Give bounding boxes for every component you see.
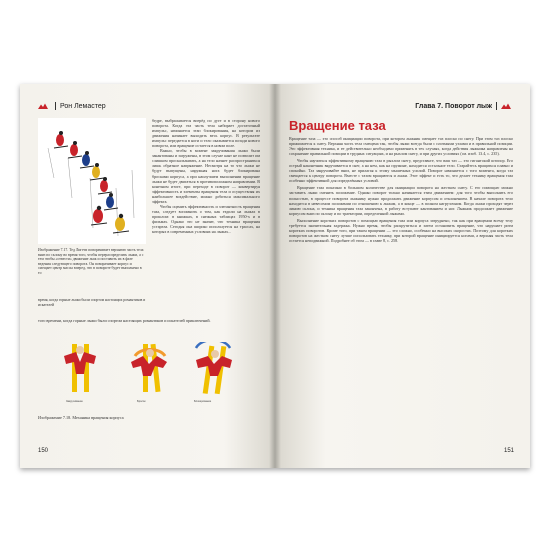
section-title: Вращение таза <box>289 118 386 133</box>
left-running-head <box>38 102 106 110</box>
right-body-paragraph: Вращение таза показано в большом количестве для инициации поворота на жестком снегу. С его помощью можно заставить лыжи сменить положение. Однако поворот только начинается этим движением: для того чтобы выполнить его полностью, в процессе поворота лыжнику нужно продолжать движение корпусом и отклонением. В начале поворота тело находится в невесомом положении по отношению к лыжам, а в конце — в полном нагрузочном. Когда лыжи проходят через линию склона, и техника вращения таза закончена, в работу вступают кантованием и ног. Лыжник продолжает движение корпусом вниз по склону и по траектории, определенной лыжами. <box>289 185 513 216</box>
right-body-paragraph: Вращение таза — это способ инициации поворота, при котором лыжник смещает таз плоско по снегу. При этом таз плоско прижимается к снегу. Верхняя часть тела смещена так, чтобы лыжи всегда были с плотными узлами и в правильной позиции. Это эффективная техника, и ее действительно необходимо применять в тех случаях, когда действия лыжника направлены на сохранение правильной позиции в трудных ситуациях, и на рыхлом снегу, и при других условиях (см. изоб. 13.4, с. 235). <box>289 136 513 157</box>
left-body-continuation: того времени, когда горные лыжи были спортом настоящих романтиков и искателей приключений. <box>38 318 211 323</box>
left-page <box>20 84 275 468</box>
right-body-paragraph: Чтобы научиться эффективному вращению таза в рыхлом снегу, представьте, что ваш таз — это гигантский штопор. Его острый наконечник вкручивается в снег, а на нем, как на пружине, находится остальное тело. Старайтесь вращаться плавно и спокойно. Таз закручивайте вниз, не прилагая к этому мышечных усилий. Поворот начинается с того момента, когда таз смещается к центру поворота. Вместе с тазом вращаются и лыжи. Этот эффект и есть то, что делает технику вращения таза особенно эффективной для определённых условий. <box>289 158 513 184</box>
right-body-paragraph: Выполнение коротких поворотов с помощью вращения таза или корпуса затруднено, так как при вращении всему телу требуется значительная задержка. Нужно время, чтобы раскрутиться и затем остановить вращение, что нарушает ритм коротких поворотов. Кроме того, при таком вращении — это сложно, особенно на высоких скоростях. Поэтому для коротких поворотов на жестком снегу лучше использовать технику, при которой вращение инициируется ногами, а верхняя часть тела остается неподвижной. Подробнее об этом — в главе 8, с. 258. <box>289 217 513 243</box>
rotation-diagram <box>42 342 248 398</box>
left-page-number: 150 <box>38 448 49 454</box>
chapter-header: Глава 7. Поворот лыж <box>415 102 492 110</box>
figure1-caption: Изображение 7.17. Тед Лигети поворачивает верхнюю часть тела вниз по склону во время того, чтобы перераспределить лыжи, а с тем чтобы «отвести» движение лыж и поставить их в фазе ведения следующего поворота. Он поворачивает корпус и смещает центр массы вперед, что в повороте будет выполнено в то <box>38 248 144 275</box>
book-spread <box>20 84 530 468</box>
label-throw: Бросок <box>137 400 146 403</box>
label-wind-up: Закручивание <box>66 400 83 403</box>
mountain-logo-icon <box>501 103 511 109</box>
ski-sequence-photo <box>38 118 146 244</box>
left-body-paragraph: бедре, выбрасывается вперёд по дуге и в сторону нового поворота. Когда эта часть тела набирает достаточный импульс, начинается этап блокирования, на котором из движения начинает выходить весь корпус. В результате импульс передается в ноги и тело оказывается позади нового поворота, или вращение остается в новом поле. <box>152 118 260 149</box>
right-body-column <box>289 136 513 243</box>
left-body-column <box>152 118 260 234</box>
right-running-head <box>415 102 514 110</box>
book-gutter <box>269 84 281 468</box>
left-body-paragraph: Важно, чтобы в момент закручивания лыжи были закантованы и загружены, в этом случае кант не позволит им слишком проскальзывать, а на тело начнет распространяться лишь обратное напряжение. Несмотря на то что лыжи не будут выпущены, наружная нога будет блокирована бросками корпуса, а при наилучшем выполнении вращение лыжи не будет двигаться в противоположном направлении. В конечном итоге, при переходе в поворот — конвертируя эффективность и элементы вращения тела и осуществляя их наибольшее воздействие, можно добиться максимального эффекта. <box>152 148 260 204</box>
figure2-caption: Изображение 7.18. Механика вращения корпуса <box>38 415 124 420</box>
mountain-logo-icon <box>38 103 48 109</box>
author-name: Рон Лемастер <box>60 102 106 110</box>
left-body-paragraph: Чтобы оценить эффективность и элегантность вращения таза, следует вспомнить о том, как ездили на лыжах в прошлом: в книжках, в снежных таблицах 1950-х и в фильмах. Однако это не значит, что техника вращения устарела. Сегодня она широко используется на трассах, на которых в современных условиях на лыжах... <box>152 203 260 235</box>
rotation-mechanics-figure <box>42 342 248 408</box>
right-page <box>275 84 530 468</box>
figure1-caption-cont: время, когда горные лыжи были спортом настоящих романтиков и искателей <box>38 298 146 307</box>
right-page-number: 151 <box>503 448 514 454</box>
skier-sequence-image <box>38 118 146 244</box>
label-block: Блокирование <box>194 400 212 403</box>
